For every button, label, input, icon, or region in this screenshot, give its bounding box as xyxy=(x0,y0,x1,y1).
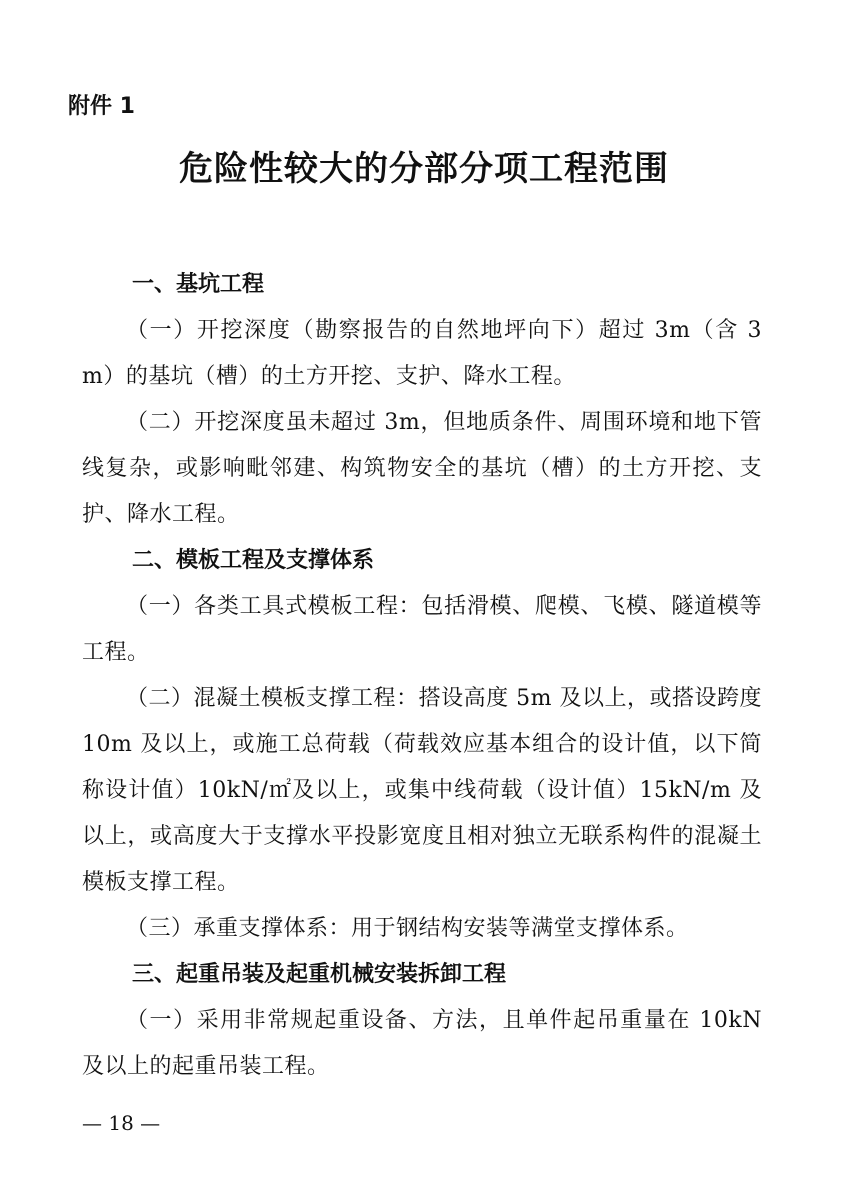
document-title: 危险性较大的分部分项工程范围 xyxy=(179,149,669,189)
section-heading: 一、基坑工程 xyxy=(132,272,265,297)
paragraph: （三）承重支撑体系：用于钢结构安装等满堂支撑体系。 xyxy=(126,916,689,941)
page-number: — 18 — xyxy=(82,1111,161,1135)
paragraph: （一）开挖深度（勘察报告的自然地坪向下）超过 3m（含 3m）的基坑（槽）的土方开挖、支护、降水工程。 xyxy=(82,318,762,389)
paragraph: （一）各类工具式模板工程：包括滑模、爬模、飞模、隧道模等工程。 xyxy=(82,594,762,665)
section-heading: 二、模板工程及支撑体系 xyxy=(132,548,375,573)
paragraph: （二）混凝土模板支撑工程：搭设高度 5m 及以上，或搭设跨度 10m 及以上，或施工总荷载（荷载效应基本组合的设计值，以下简称设计值）10kN/㎡及以上，或集中线荷载（设计值）15kN/m 及以上，或高度大于支撑水平投影宽度且相对独立无联系构件的混凝土模板支撑工程。 xyxy=(82,686,762,895)
paragraph: （一）采用非常规起重设备、方法，且单件起吊重量在 10kN 及以上的起重吊装工程。 xyxy=(82,1008,762,1079)
document-body xyxy=(82,262,762,1090)
section-heading: 三、起重吊装及起重机械安装拆卸工程 xyxy=(132,962,507,987)
paragraph: （二）开挖深度虽未超过 3m，但地质条件、周围环境和地下管线复杂，或影响毗邻建、构筑物安全的基坑（槽）的土方开挖、支护、降水工程。 xyxy=(82,410,762,527)
annex-label: 附件 1 xyxy=(68,94,135,119)
